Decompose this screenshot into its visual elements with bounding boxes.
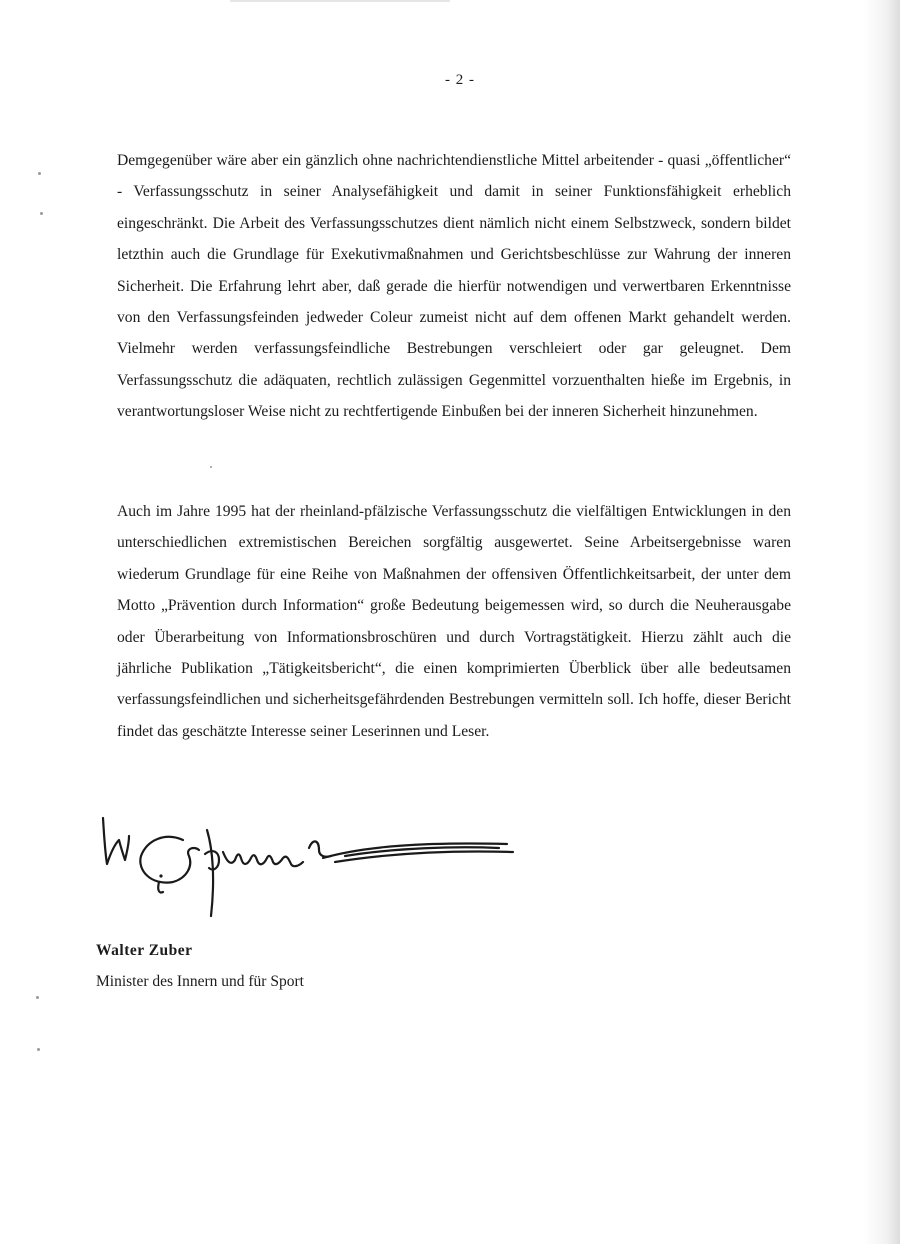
signatory-name: Walter Zuber <box>96 942 193 959</box>
body-paragraph-2: Auch im Jahre 1995 hat der rheinland-pfälzische Verfassungsschutz die vielfältigen Entwicklungen in den unterschiedlichen extremistischen Bereichen sorgfältig ausgewertet. Seine Arbeitsergebnisse waren wiederum Grundlage für eine Reihe von Maßnahmen der offensiven Öffentlichkeitsarbeit, der unter dem Motto „Prävention durch Information“ große Bedeutung beigemessen wird, so durch die Neuherausgabe oder Überarbeitung von Informationsbroschüren und durch Vortragstätigkeit. Hierzu zählt auch die jährliche Publikation „Tätigkeitsbericht“, die einen komprimierten Überblick über alle bedeutsamen verfassungsfeindlichen und sicherheitsgefährdenden Bestrebungen vermitteln soll. Ich hoffe, dieser Bericht findet das geschätzte Interesse seiner Leserinnen und Leser. <box>117 503 791 740</box>
scan-speck <box>36 996 39 999</box>
scan-speck <box>38 172 41 175</box>
handwritten-signature <box>95 800 525 920</box>
body-paragraph-1: Demgegenüber wäre aber ein gänzlich ohne nachrichtendienstliche Mittel arbeitender - quasi „öffentlicher“ - Verfassungsschutz in seiner Analysefähigkeit und damit in seiner Funktionsfähigkeit erheblich eingeschränkt. Die Arbeit des Verfassungsschutzes dient nämlich nicht einem Selbstzweck, sondern bildet letzthin auch die Grundlage für Exekutivmaßnahmen und Gerichtsbeschlüsse zur Wahrung der inneren Sicherheit. Die Erfahrung lehrt aber, daß gerade die hierfür notwendigen und verwertbaren Erkenntnisse von den Verfassungsfeinden jedweder Coleur zumeist nicht auf dem offenen Markt gehandelt werden. Vielmehr werden verfassungsfeindliche Bestrebungen verschleiert oder gar geleugnet. Dem Verfassungsschutz die adäquaten, rechtlich zulässigen Gegenmittel vorzuenthalten hieße im Ergebnis, in verantwortungsloser Weise nicht zu rechtfertigende Einbußen bei der inneren Sicherheit hinzunehmen. <box>117 152 791 421</box>
scan-speck <box>37 1048 40 1051</box>
scan-artifact-line <box>230 0 450 2</box>
page-number: - 2 - <box>445 72 475 88</box>
scan-speck <box>210 466 212 468</box>
signatory-title: Minister des Innern und für Sport <box>96 973 304 990</box>
scan-speck <box>40 212 43 215</box>
